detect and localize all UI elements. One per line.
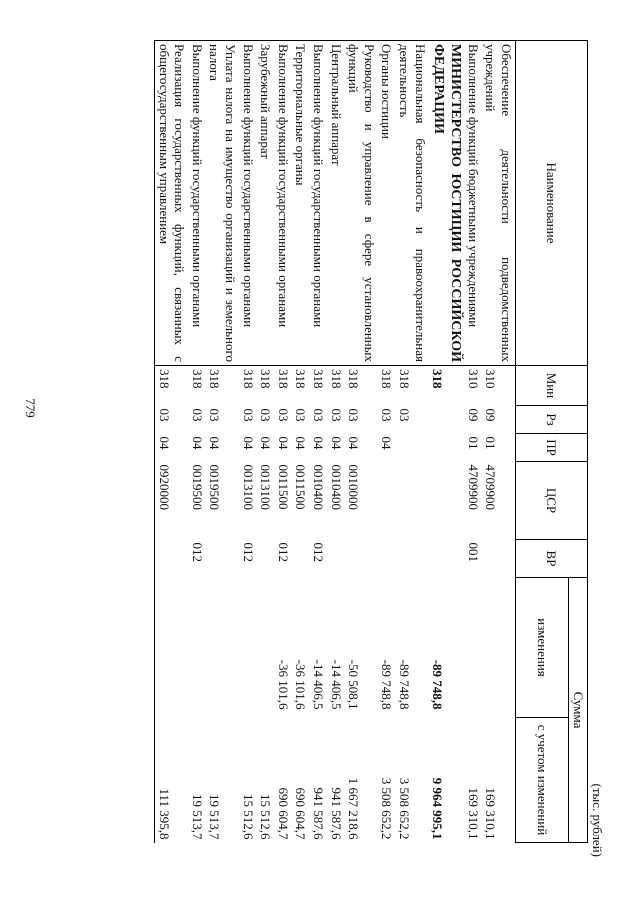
cell-min: 318 <box>397 369 413 389</box>
cell-pr: 04 <box>240 436 256 450</box>
cell-min: 318 <box>346 369 362 389</box>
cell-izm <box>206 578 239 718</box>
cell-rz: 03 <box>258 408 274 422</box>
cell-sum: 941 587,6 <box>311 787 327 840</box>
cell-pr <box>429 434 465 462</box>
cell-csr: 4709900 <box>465 464 481 510</box>
cell-rz: 03 <box>240 408 256 422</box>
table-row <box>395 41 428 843</box>
cell-izm <box>239 578 257 718</box>
cell-min: 318 <box>430 369 446 389</box>
cell-csr: 0019500 <box>207 464 223 510</box>
cell-vr <box>395 540 428 578</box>
cell-name: Обеспечение деятельности подведомственных учреждений <box>482 41 516 366</box>
cell-izm: -50 508,1 <box>346 659 362 710</box>
cell-izm <box>257 578 275 718</box>
cell-csr: 0013100 <box>258 464 274 510</box>
cell-sum: 3 508 652,2 <box>397 777 413 840</box>
table-header <box>516 41 588 843</box>
table-row <box>274 41 292 843</box>
cell-vr <box>206 540 239 578</box>
table-row <box>257 41 275 843</box>
header-min: Мин <box>516 366 588 406</box>
cell-min: 318 <box>258 369 274 389</box>
cell-izm <box>188 578 206 718</box>
cell-pr: 04 <box>311 436 327 450</box>
cell-csr: 0010000 <box>346 464 362 510</box>
cell-pr: 04 <box>346 436 362 450</box>
cell-izm <box>464 578 482 718</box>
cell-rz: 03 <box>189 408 205 422</box>
cell-vr <box>345 540 378 578</box>
cell-sum: 111 395,8 <box>155 718 189 843</box>
cell-izm: -89 748,8 <box>430 659 446 710</box>
table-row <box>464 41 482 843</box>
header-summa: Сумма <box>569 578 588 843</box>
cell-rz: 09 <box>483 408 499 422</box>
cell-csr: 0920000 <box>155 462 189 540</box>
cell-vr <box>429 540 465 578</box>
cell-izm: -14 406,5 <box>311 659 327 710</box>
cell-vr <box>155 540 189 578</box>
table-row <box>309 41 327 843</box>
cell-sum: 15 512,6 <box>258 794 274 840</box>
cell-pr: 04 <box>155 434 189 462</box>
cell-sum: 15 512,6 <box>240 794 256 840</box>
table-row <box>378 41 396 843</box>
header-izm: изменения <box>516 578 569 718</box>
cell-rz: 03 <box>328 408 344 422</box>
cell-min: 318 <box>240 369 256 389</box>
cell-vr <box>257 540 275 578</box>
cell-vr: 012 <box>189 542 205 562</box>
cell-name: Зарубежный аппарат <box>257 41 275 366</box>
cell-csr <box>378 462 396 540</box>
cell-name: Выполнение функций бюджетными учреждениями <box>464 41 482 366</box>
cell-name: Органы юстиции <box>378 41 396 366</box>
cell-name: Выполнение функций государственными органами <box>239 41 257 366</box>
table-row <box>482 41 516 843</box>
cell-name: Уплата налога на имущество организаций и земельного налога <box>206 41 239 366</box>
cell-pr: 04 <box>293 436 309 450</box>
cell-csr: 0019500 <box>189 464 205 510</box>
cell-rz: 03 <box>311 408 327 422</box>
table-body <box>155 41 516 843</box>
cell-rz: 03 <box>207 408 223 422</box>
cell-pr: 01 <box>483 436 499 450</box>
cell-vr <box>482 540 516 578</box>
table-row <box>239 41 257 843</box>
cell-rz: 03 <box>379 408 395 422</box>
cell-name: Национальная безопасность и правоохранительная деятельность <box>395 41 428 366</box>
cell-sum: 169 310,1 <box>465 787 481 840</box>
cell-pr: 04 <box>328 436 344 450</box>
cell-sum: 690 604,7 <box>293 787 309 840</box>
cell-min: 318 <box>311 369 327 389</box>
cell-rz: 03 <box>275 408 291 422</box>
cell-pr: 04 <box>379 436 395 450</box>
cell-vr: 012 <box>240 542 256 562</box>
table-row <box>327 41 345 843</box>
cell-min: 318 <box>155 366 189 406</box>
cell-min: 318 <box>293 369 309 389</box>
cell-min: 318 <box>189 369 205 389</box>
cell-name: МИНИСТЕРСТВО ЮСТИЦИИ РОССИЙСКОЙ ФЕДЕРАЦИИ <box>429 41 465 366</box>
cell-min: 318 <box>207 369 223 389</box>
cell-rz: 03 <box>293 408 309 422</box>
cell-izm: -36 101,6 <box>293 659 309 710</box>
cell-sum: 941 587,6 <box>328 787 344 840</box>
cell-vr: 012 <box>311 542 327 562</box>
cell-rz: 03 <box>346 408 362 422</box>
cell-csr: 0013100 <box>240 464 256 510</box>
cell-izm: -36 101,6 <box>275 659 291 710</box>
cell-rz: 09 <box>465 408 481 422</box>
page-number: 779 <box>22 398 38 418</box>
cell-csr <box>429 462 465 540</box>
cell-name: Реализация государственных функций, связанных с общегосударственным управлением <box>155 41 189 366</box>
cell-vr <box>327 540 345 578</box>
cell-csr: 0011500 <box>293 464 309 510</box>
cell-name: Центральный аппарат <box>327 41 345 366</box>
header-vr: ВР <box>516 540 588 578</box>
cell-rz: 03 <box>397 408 413 422</box>
cell-name: Выполнение функций государственными органами <box>309 41 327 366</box>
header-s-uchetom: с учетом изменений <box>516 718 569 843</box>
cell-min: 318 <box>275 369 291 389</box>
cell-csr: 0010400 <box>328 464 344 510</box>
cell-name: Выполнение функций государственными органами <box>274 41 292 366</box>
cell-izm <box>482 578 516 718</box>
cell-csr: 4709900 <box>483 464 499 510</box>
cell-sum: 690 604,7 <box>275 787 291 840</box>
cell-name: Территориальные органы <box>292 41 310 366</box>
cell-vr <box>292 540 310 578</box>
cell-izm: -14 406,5 <box>328 659 344 710</box>
table-row <box>429 41 465 843</box>
cell-vr <box>378 540 396 578</box>
cell-pr: 04 <box>189 436 205 450</box>
table-row <box>292 41 310 843</box>
cell-sum: 3 508 652,2 <box>379 777 395 840</box>
cell-name: Выполнение функций государственными органами <box>188 41 206 366</box>
cell-min: 318 <box>328 369 344 389</box>
cell-pr: 04 <box>258 436 274 450</box>
cell-sum: 9 964 995,1 <box>430 777 446 840</box>
cell-pr: 04 <box>275 436 291 450</box>
cell-izm: -89 748,8 <box>379 659 395 710</box>
cell-min: 310 <box>483 369 499 389</box>
cell-sum: 1 667 218,6 <box>346 777 362 840</box>
budget-table <box>154 40 588 843</box>
cell-min: 318 <box>379 369 395 389</box>
cell-name: Руководство и управление в сфере установленных функций <box>345 41 378 366</box>
cell-sum: 169 310,1 <box>483 787 499 840</box>
header-name: Наименование <box>516 41 588 366</box>
header-pr: ПР <box>516 434 588 462</box>
header-rz: Рз <box>516 406 588 434</box>
header-csr: ЦСР <box>516 462 588 540</box>
units-label: (тыс. рублей) <box>590 783 605 857</box>
cell-pr <box>395 434 428 462</box>
table-row <box>155 41 189 843</box>
table-row <box>345 41 378 843</box>
cell-min: 310 <box>465 369 481 389</box>
cell-izm: -89 748,8 <box>397 659 413 710</box>
cell-sum: 19 513,7 <box>207 794 223 840</box>
cell-csr: 0011500 <box>275 464 291 510</box>
cell-sum: 19 513,7 <box>189 794 205 840</box>
cell-pr: 04 <box>207 436 223 450</box>
table-row <box>188 41 206 843</box>
cell-izm <box>155 578 189 718</box>
cell-vr: 012 <box>275 542 291 562</box>
cell-rz <box>429 406 465 434</box>
cell-rz: 03 <box>155 406 189 434</box>
cell-csr: 0010400 <box>311 464 327 510</box>
cell-pr: 01 <box>465 436 481 450</box>
cell-vr: 001 <box>465 542 481 562</box>
cell-csr <box>395 462 428 540</box>
table-row <box>206 41 239 843</box>
